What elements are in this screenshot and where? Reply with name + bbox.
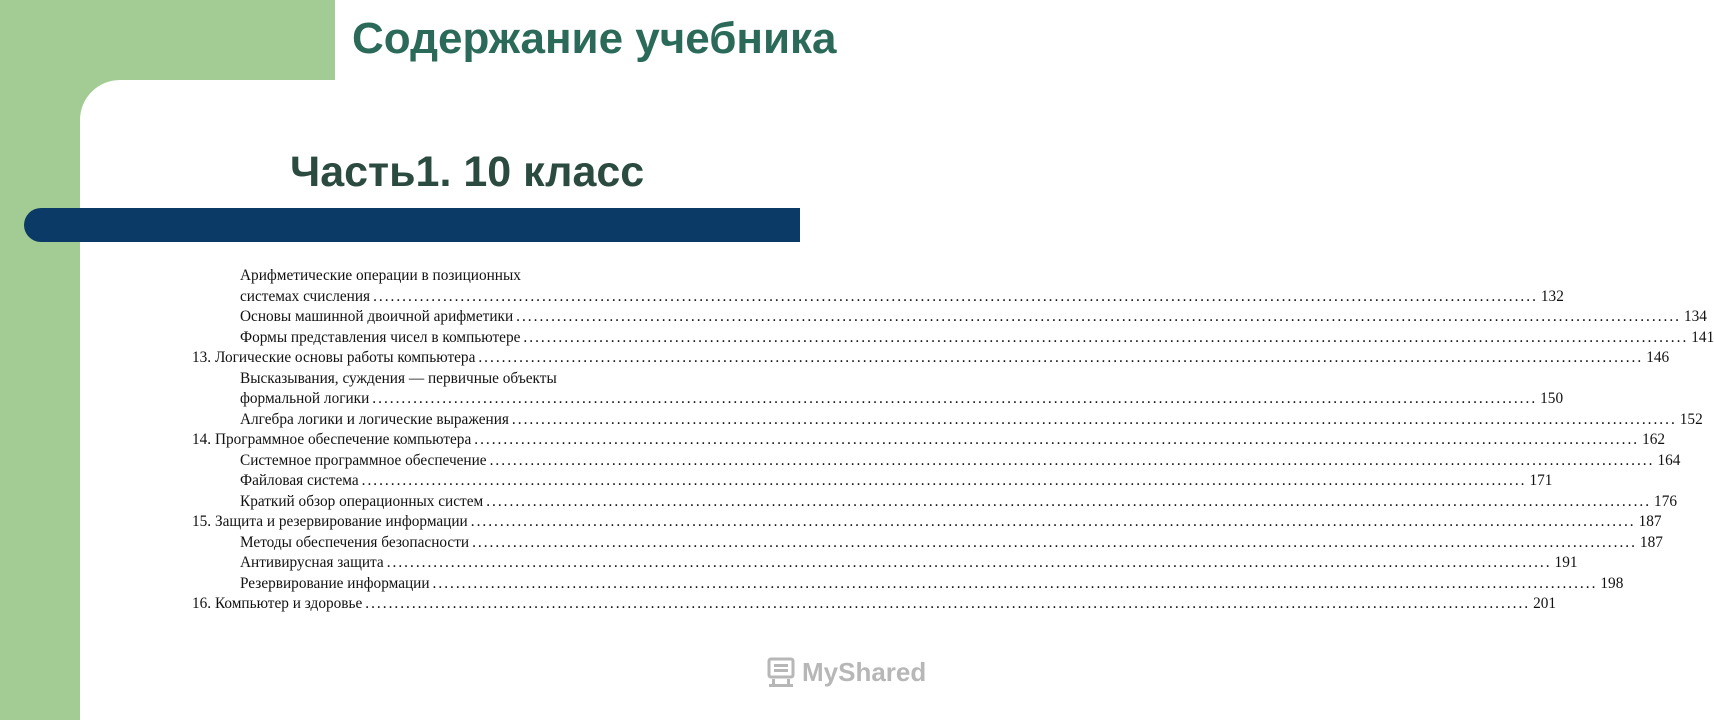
toc-entry (192, 266, 712, 287)
toc-leader-dots: ........................................................................................................................................................................................................ (489, 451, 1655, 469)
toc-entry (192, 348, 1670, 369)
toc-entry (192, 594, 1557, 615)
toc-entry-title: формальной логики (240, 390, 370, 407)
toc-leader-dots: ........................................................................................................................................................................................................ (365, 595, 1531, 612)
toc-entry (192, 574, 1624, 595)
toc-entry-title: Краткий обзор операционных систем (240, 492, 484, 510)
toc-entry-title: Резервирование информации (240, 574, 430, 592)
toc-page-number: 201 (1533, 595, 1557, 612)
myshared-logo-icon (766, 656, 796, 688)
toc-entry-title: 13. Логические основы работы компьютера (192, 349, 476, 366)
toc-entry-title: 14. Программное обеспечение компьютера (192, 431, 472, 448)
toc-entry (192, 492, 1677, 513)
toc-entry-title: Антивирусная защита (240, 554, 384, 571)
toc-entry-title: Основы машинной двоичной арифметики (240, 308, 514, 325)
toc-entry (192, 430, 1666, 451)
toc-leader-dots: ........................................................................................................................................................................................................ (511, 410, 1677, 428)
toc-entry (192, 328, 1714, 349)
toc-entry (192, 553, 1578, 574)
toc-entry-title: Арифметические операции в позиционных (240, 267, 521, 284)
toc-page-number: 191 (1554, 554, 1578, 571)
toc-page-number: 187 (1638, 513, 1662, 530)
toc-leader-dots: ........................................................................................................................................................................................................ (372, 390, 1538, 407)
toc-page-number: 171 (1529, 472, 1553, 489)
slide-title: Содержание учебника (352, 14, 837, 63)
toc-page-number: 146 (1646, 349, 1670, 366)
table-of-contents (192, 266, 1714, 615)
toc-entry (192, 533, 1663, 554)
toc-entry (192, 512, 1662, 533)
watermark-text: MyShared (802, 656, 927, 687)
toc-entry (192, 389, 1564, 410)
toc-page-number: 150 (1540, 390, 1564, 407)
toc-leader-dots: ........................................................................................................................................................................................................ (373, 287, 1538, 305)
toc-leader-dots: ........................................................................................................................................................................................................ (432, 574, 1598, 592)
toc-entry-title: Формы представления чисел в компьютере (240, 328, 521, 346)
toc-leader-dots: ........................................................................................................................................................................................................ (470, 513, 1636, 530)
toc-leader-dots: ........................................................................................................................................................................................................ (523, 328, 1689, 346)
toc-leader-dots: ........................................................................................................................................................................................................ (386, 554, 1552, 571)
toc-page-number: 187 (1639, 533, 1663, 551)
toc-page-number: 141 (1691, 328, 1714, 346)
slide-subtitle: Часть1. 10 класс (290, 148, 645, 196)
toc-leader-dots: ........................................................................................................................................................................................................ (474, 431, 1640, 448)
toc-page-number: 162 (1642, 431, 1666, 448)
toc-entry-title: 15. Защита и резервирование информации (192, 513, 468, 530)
toc-entry (192, 410, 1703, 431)
toc-entry (192, 369, 712, 390)
toc-leader-dots: ........................................................................................................................................................................................................ (478, 349, 1644, 366)
toc-entry-title: Высказывания, суждения — первичные объекты (240, 369, 557, 387)
toc-leader-dots: ........................................................................................................................................................................................................ (516, 308, 1681, 325)
toc-entry-title: Системное программное обеспечение (240, 451, 487, 469)
toc-page-number: 132 (1540, 287, 1564, 305)
toc-entry-title: 16. Компьютер и здоровье (192, 595, 363, 612)
toc-page-number: 134 (1683, 308, 1707, 325)
toc-entry-title: Файловая система (240, 472, 359, 489)
toc-page-number: 152 (1679, 410, 1703, 428)
toc-leader-dots: ........................................................................................................................................................................................................ (472, 533, 1637, 551)
toc-entry-title: системах счисления (240, 287, 371, 305)
toc-page-number: 176 (1654, 492, 1677, 510)
toc-leader-dots: ........................................................................................................................................................................................................ (486, 492, 1652, 510)
toc-entry (192, 471, 1553, 492)
toc-leader-dots: ........................................................................................................................................................................................................ (361, 472, 1527, 489)
toc-entry (192, 287, 1564, 308)
toc-page-number: 164 (1657, 451, 1681, 469)
decorative-bar (24, 208, 800, 242)
toc-entry-title: Алгебра логики и логические выражения (240, 410, 509, 428)
watermark-logo (766, 656, 926, 688)
toc-entry (192, 307, 1707, 328)
toc-page-number: 198 (1600, 574, 1624, 592)
toc-entry-title: Методы обеспечения безопасности (240, 533, 470, 551)
toc-entry (192, 451, 1681, 472)
